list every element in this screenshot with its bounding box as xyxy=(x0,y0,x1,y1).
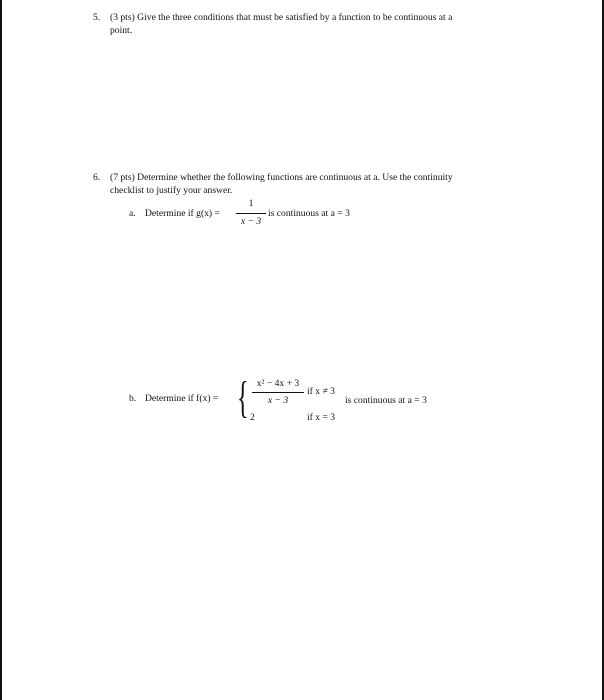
part-b-case1-condition: if x ≠ 3 xyxy=(307,386,335,397)
part-b-case2-value: 2 xyxy=(250,412,255,423)
part-b-case2-condition: if x = 3 xyxy=(307,412,336,423)
part-b-prefix: Determine if f(x) = xyxy=(145,393,219,404)
part-a-numerator: 1 xyxy=(248,198,254,209)
q6-text-line1: (7 pts) Determine whether the following functions are continuous at a. Use the continuity xyxy=(110,172,453,183)
part-b-fraction-bar xyxy=(252,392,304,393)
part-b-case1-numerator: x² − 4x + 3 xyxy=(256,378,300,389)
q6-number: 6. xyxy=(93,172,101,183)
part-a-suffix: is continuous at a = 3 xyxy=(268,208,350,219)
part-b-suffix: is continuous at a = 3 xyxy=(345,395,427,406)
part-a-label: a. xyxy=(129,208,136,219)
q5-text-line1: (3 pts) Give the three conditions that must be satisfied by a function to be continuous at a xyxy=(110,12,453,23)
left-page-edge xyxy=(0,0,2,700)
q5-number: 5. xyxy=(93,12,101,23)
piecewise-brace: { xyxy=(237,373,249,422)
part-a-fraction-bar xyxy=(236,213,266,214)
part-b-label: b. xyxy=(129,393,137,404)
part-b-case1-denominator: x − 3 xyxy=(267,395,289,406)
q6-text-line2: checklist to justify your answer. xyxy=(110,185,233,196)
part-a-denominator: x − 3 xyxy=(240,216,262,227)
part-a-prefix: Determine if g(x) = xyxy=(145,208,220,219)
q5-text-line2: point. xyxy=(110,25,133,36)
